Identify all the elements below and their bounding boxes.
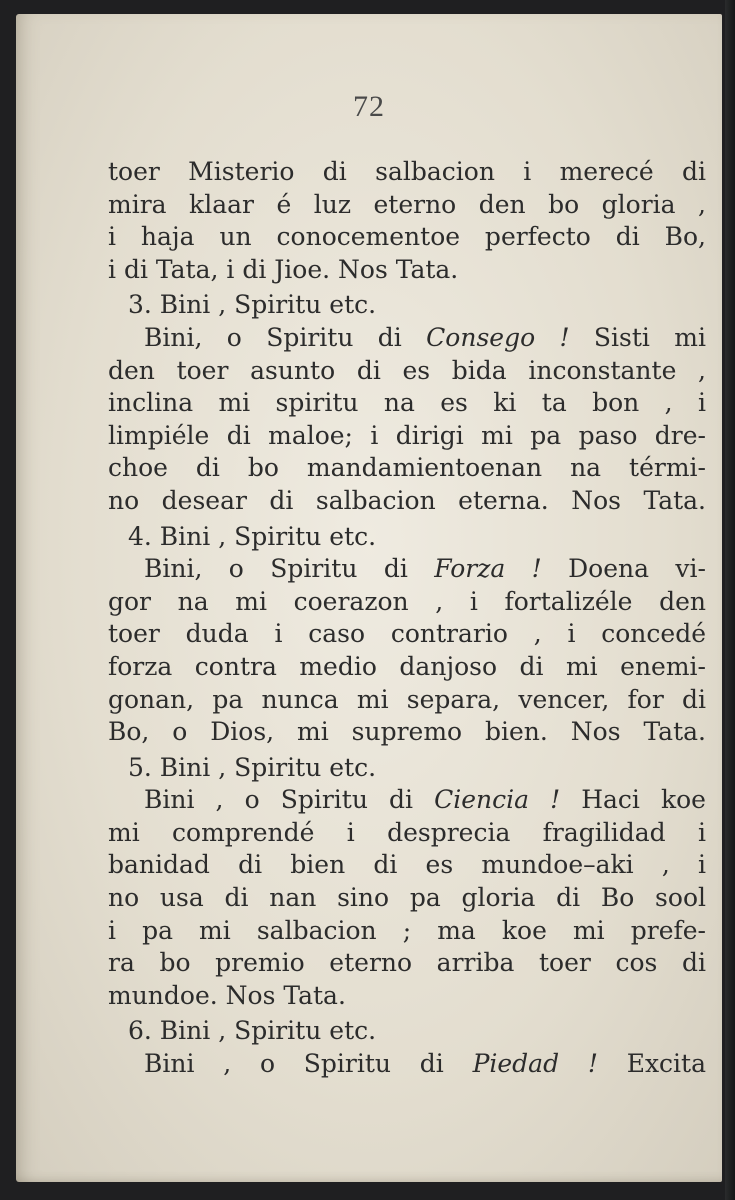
text-line: limpiéle di maloe; i dirigi mi pa paso dre- xyxy=(108,420,706,450)
text-line: gor na mi coerazon , i fortalizéle den xyxy=(108,586,706,616)
text-line: mira klaar é luz eterno den bo gloria , xyxy=(108,189,706,219)
text-line: ra bo premio eterno arriba toer cos di xyxy=(108,948,706,978)
book-edge xyxy=(725,0,735,1200)
text-line: choe di bo mandamientoenan na térmi- xyxy=(108,453,706,483)
text-line: Bini, o Spiritu di Forza ! Doena vi- xyxy=(144,554,706,584)
text-line: i pa mi salbacion ; ma koe mi prefe- xyxy=(108,915,706,945)
text-line: no desear di salbacion eterna. Nos Tata. xyxy=(108,485,706,515)
text-line: den toer asunto di es bida inconstante , xyxy=(108,355,706,385)
text-line: inclina mi spiritu na es ki ta bon , i xyxy=(108,388,706,418)
text-line: toer Misterio di salbacion i merecé di xyxy=(108,157,706,186)
text-line: gonan, pa nunca mi separa, vencer, for di xyxy=(108,684,706,714)
section-heading-4: 4. Bini , Spiritu etc. xyxy=(128,521,377,551)
text-line: forza contra medio danjoso di mi enemi- xyxy=(108,651,706,681)
text-line: Bo, o Dios, mi supremo bien. Nos Tata. xyxy=(108,717,706,747)
text-line: no usa di nan sino pa gloria di Bo sool xyxy=(108,883,706,913)
section-heading-5: 5. Bini , Spiritu etc. xyxy=(128,752,377,782)
gift-name-consego: Consego ! xyxy=(426,322,570,352)
page-sheet xyxy=(16,14,722,1182)
body-text xyxy=(108,156,706,1081)
text-line: Bini , o Spiritu di Piedad ! Excita xyxy=(144,1049,706,1079)
gift-name-forza: Forza ! xyxy=(434,554,542,584)
text-line: i haja un conocementoe perfecto di Bo, xyxy=(108,222,706,252)
gift-name-piedad: Piedad ! xyxy=(472,1049,598,1079)
text-line: toer duda i caso contrario , i concedé xyxy=(108,619,706,649)
section-heading-6: 6. Bini , Spiritu etc. xyxy=(128,1016,377,1046)
text-line: banidad di bien di es mundoe–aki , i xyxy=(108,850,706,880)
text-line: Bini , o Spiritu di Ciencia ! Haci koe xyxy=(144,785,706,815)
page-number: 72 xyxy=(353,90,385,123)
gift-name-ciencia: Ciencia ! xyxy=(434,785,561,815)
text-line: i di Tata, i di Jioe. Nos Tata. xyxy=(108,254,459,284)
section-heading-3: 3. Bini , Spiritu etc. xyxy=(128,290,377,320)
text-line: mi comprendé i desprecia fragilidad i xyxy=(108,817,706,847)
text-line: mundoe. Nos Tata. xyxy=(108,980,346,1010)
text-line: Bini, o Spiritu di Consego ! Sisti mi xyxy=(144,322,706,352)
